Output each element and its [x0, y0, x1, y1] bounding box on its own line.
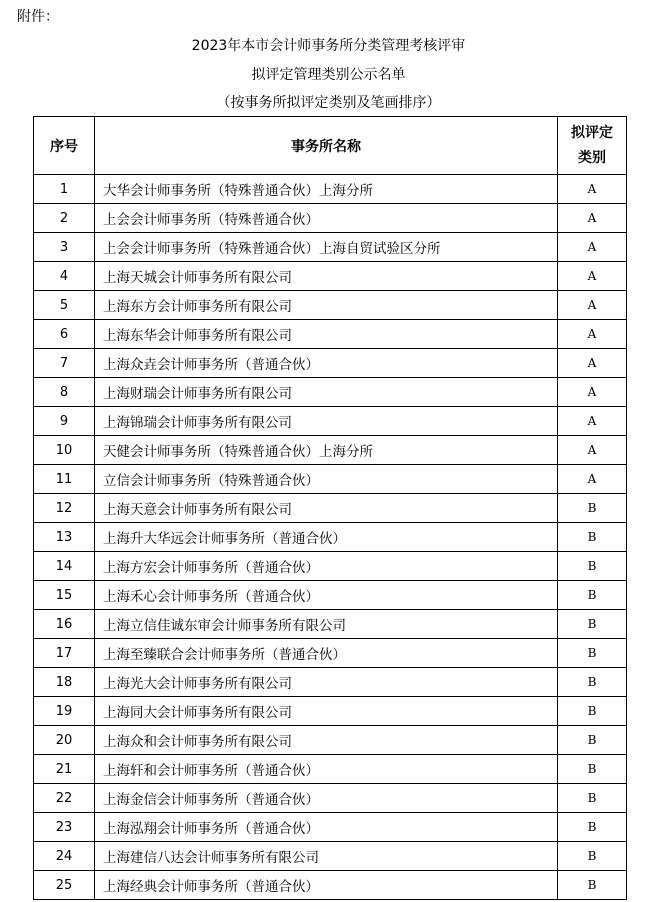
firm-name: 上海金信会计师事务所（普通合伙）	[95, 784, 558, 813]
table-row	[34, 349, 627, 378]
table-header-row	[34, 117, 627, 175]
table-row	[34, 697, 627, 726]
firm-category: B	[558, 668, 627, 697]
table-row	[34, 436, 627, 465]
table-row	[34, 407, 627, 436]
table-row	[34, 378, 627, 407]
row-number: 8	[34, 378, 95, 407]
firm-category: A	[558, 465, 627, 494]
table-row	[34, 581, 627, 610]
table-row	[34, 871, 627, 900]
firm-name: 立信会计师事务所（特殊普通合伙）	[95, 465, 558, 494]
firm-category: A	[558, 378, 627, 407]
table-row	[34, 726, 627, 755]
table-row	[34, 523, 627, 552]
firm-category: B	[558, 523, 627, 552]
firm-name: 上海禾心会计师事务所（普通合伙）	[95, 581, 558, 610]
table-row	[34, 639, 627, 668]
firm-name: 上海东方会计师事务所有限公司	[95, 291, 558, 320]
firm-name: 上海升大华远会计师事务所（普通合伙）	[95, 523, 558, 552]
row-number: 5	[34, 291, 95, 320]
row-number: 3	[34, 233, 95, 262]
row-number: 4	[34, 262, 95, 291]
firm-category: B	[558, 871, 627, 900]
header-category	[558, 117, 627, 175]
row-number: 1	[34, 175, 95, 204]
header-no: 序号	[34, 117, 95, 175]
row-number: 14	[34, 552, 95, 581]
firm-name: 上海经典会计师事务所（普通合伙）	[95, 871, 558, 900]
table-row	[34, 175, 627, 204]
table-row	[34, 233, 627, 262]
firm-category: B	[558, 639, 627, 668]
row-number: 7	[34, 349, 95, 378]
row-number: 25	[34, 871, 95, 900]
firm-category: A	[558, 175, 627, 204]
row-number: 6	[34, 320, 95, 349]
firm-category: B	[558, 784, 627, 813]
header-name: 事务所名称	[95, 117, 558, 175]
firm-name: 上海天意会计师事务所有限公司	[95, 494, 558, 523]
table-row	[34, 813, 627, 842]
row-number: 18	[34, 668, 95, 697]
document-title-line1: 2023年本市会计师事务所分类管理考核评审	[191, 38, 466, 54]
firm-name: 上海锦瑞会计师事务所有限公司	[95, 407, 558, 436]
firm-category: A	[558, 262, 627, 291]
table-row	[34, 842, 627, 871]
firm-name: 大华会计师事务所（特殊普通合伙）上海分所	[95, 175, 558, 204]
firm-category: A	[558, 407, 627, 436]
attachment-label: 附件：	[17, 9, 59, 25]
header-category-line1: 拟评定	[571, 124, 613, 141]
firm-category: A	[558, 291, 627, 320]
table-row	[34, 610, 627, 639]
firm-name: 上海泓翔会计师事务所（普通合伙）	[95, 813, 558, 842]
table-row	[34, 494, 627, 523]
row-number: 16	[34, 610, 95, 639]
row-number: 12	[34, 494, 95, 523]
header-category-line2: 类别	[578, 149, 606, 166]
document-title-line2: 拟评定管理类别公示名单	[251, 67, 406, 83]
table-row	[34, 204, 627, 233]
firm-name: 上海东华会计师事务所有限公司	[95, 320, 558, 349]
firm-name: 上海财瑞会计师事务所有限公司	[95, 378, 558, 407]
firm-category: B	[558, 842, 627, 871]
firm-name: 天健会计师事务所（特殊普通合伙）上海分所	[95, 436, 558, 465]
row-number: 13	[34, 523, 95, 552]
row-number: 17	[34, 639, 95, 668]
table-body	[34, 175, 627, 900]
row-number: 22	[34, 784, 95, 813]
table-row	[34, 291, 627, 320]
table-row	[34, 262, 627, 291]
firm-name: 上会会计师事务所（特殊普通合伙）	[95, 204, 558, 233]
row-number: 11	[34, 465, 95, 494]
row-number: 19	[34, 697, 95, 726]
firm-category: A	[558, 233, 627, 262]
firm-list-table	[33, 116, 627, 900]
firm-category: A	[558, 436, 627, 465]
firm-name: 上海众和会计师事务所有限公司	[95, 726, 558, 755]
row-number: 20	[34, 726, 95, 755]
firm-name: 上海立信佳诚东审会计师事务所有限公司	[95, 610, 558, 639]
row-number: 10	[34, 436, 95, 465]
firm-category: A	[558, 349, 627, 378]
table-row	[34, 784, 627, 813]
row-number: 15	[34, 581, 95, 610]
row-number: 23	[34, 813, 95, 842]
table-row	[34, 755, 627, 784]
firm-name: 上海至臻联合会计师事务所（普通合伙）	[95, 639, 558, 668]
firm-category: B	[558, 610, 627, 639]
table-row	[34, 465, 627, 494]
document-title-line3: （按事务所拟评定类别及笔画排序）	[216, 95, 441, 111]
firm-category: B	[558, 581, 627, 610]
firm-category: B	[558, 697, 627, 726]
row-number: 9	[34, 407, 95, 436]
row-number: 2	[34, 204, 95, 233]
table-row	[34, 320, 627, 349]
firm-category: B	[558, 813, 627, 842]
row-number: 21	[34, 755, 95, 784]
firm-name: 上海光大会计师事务所有限公司	[95, 668, 558, 697]
firm-name: 上海建信八达会计师事务所有限公司	[95, 842, 558, 871]
table-row	[34, 668, 627, 697]
firm-category: A	[558, 204, 627, 233]
firm-name: 上会会计师事务所（特殊普通合伙）上海自贸试验区分所	[95, 233, 558, 262]
firm-name: 上海同大会计师事务所有限公司	[95, 697, 558, 726]
table-row	[34, 552, 627, 581]
firm-name: 上海轩和会计师事务所（普通合伙）	[95, 755, 558, 784]
firm-name: 上海众垚会计师事务所（普通合伙）	[95, 349, 558, 378]
firm-category: B	[558, 494, 627, 523]
firm-category: A	[558, 320, 627, 349]
firm-category: B	[558, 726, 627, 755]
firm-name: 上海天城会计师事务所有限公司	[95, 262, 558, 291]
firm-category: B	[558, 552, 627, 581]
row-number: 24	[34, 842, 95, 871]
firm-category: B	[558, 755, 627, 784]
firm-name: 上海方宏会计师事务所（普通合伙）	[95, 552, 558, 581]
